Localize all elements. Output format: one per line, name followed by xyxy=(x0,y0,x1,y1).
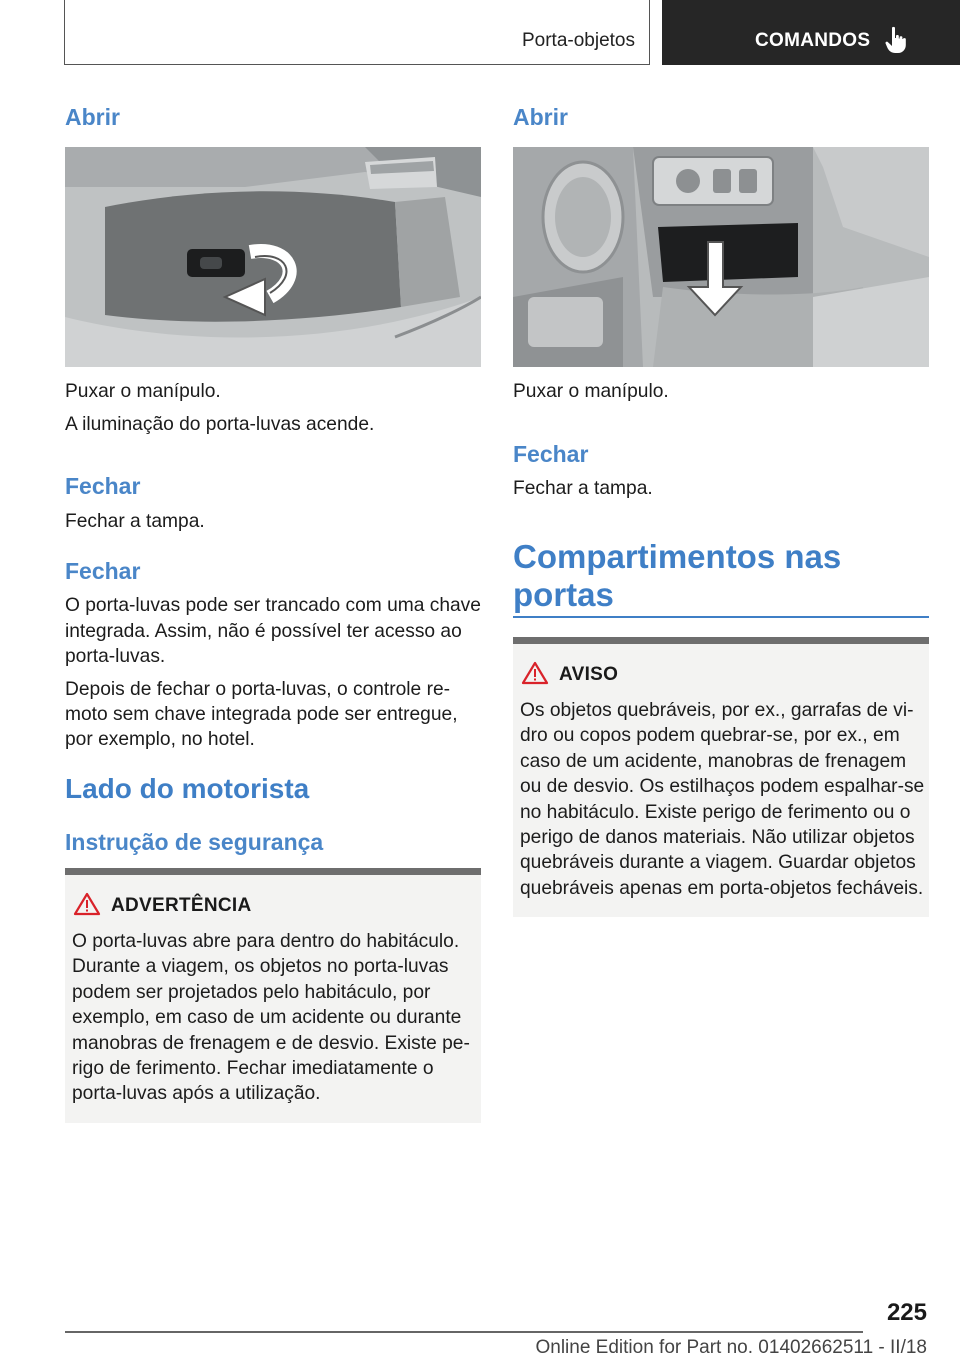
notice-line: quebráveis durante a viagem. Guardar objetos xyxy=(520,852,916,874)
warning-line: manobras de frenagem e de desvio. Existe pe- xyxy=(72,1032,470,1054)
driver-side-heading: Lado do motorista xyxy=(65,773,310,804)
safety-instruction-heading: Instrução de segurança xyxy=(65,829,324,855)
left-fechar2-line-6: por exemplo, no hotel. xyxy=(65,729,255,750)
warning-line: O porta-luvas abre para dentro do habitáculo. xyxy=(72,931,460,952)
warning-line: rigo de ferimento. Fechar imediatamente o xyxy=(72,1058,434,1080)
left-fechar-heading-2: Fechar xyxy=(65,558,141,584)
left-fechar2-line-3: porta-luvas. xyxy=(65,646,166,667)
notice-line: perigo de danos materiais. Não utilizar objetos xyxy=(520,827,915,849)
pointing-hand-icon xyxy=(885,26,907,59)
notice-line: quebráveis apenas em porta-objetos fecháveis. xyxy=(520,877,924,899)
notice-line: no habitáculo. Existe perigo de ferimento ou o xyxy=(520,801,911,823)
header-chapter-title: COMANDOS xyxy=(755,30,871,51)
heading-rule xyxy=(513,616,929,618)
header-section-title: Porta-objetos xyxy=(521,30,635,51)
right-abrir-text: Puxar o manípulo. xyxy=(513,381,669,402)
glovebox-open-illustration xyxy=(65,147,481,367)
page-number: 225 xyxy=(886,1299,927,1326)
left-abrir-text-2: A iluminação do porta-luvas acende. xyxy=(65,414,375,435)
notice-line: caso de um acidente, manobras de frenagem xyxy=(520,750,907,772)
left-fechar2-line-1: O porta-luvas pode ser trancado com uma chave xyxy=(65,595,481,616)
notice-box xyxy=(513,637,929,917)
warning-line: exemplo, em caso de um acidente ou durante xyxy=(72,1007,462,1029)
warning-line: podem ser projetados pelo habitáculo, por xyxy=(72,981,431,1003)
left-abrir-heading: Abrir xyxy=(65,104,120,130)
warning-title: ADVERTÊNCIA xyxy=(111,895,252,916)
warning-line: porta-luvas após a utilização. xyxy=(72,1083,321,1105)
warning-triangle-icon xyxy=(73,892,101,921)
header-chapter-tab xyxy=(662,0,960,65)
notice-line: dro ou copos podem quebrar-se, por ex., em xyxy=(520,725,900,747)
driver-compartment-illustration xyxy=(513,147,929,367)
warning-box xyxy=(65,868,481,1123)
warning-body xyxy=(72,929,470,1107)
footer-rule xyxy=(65,1331,863,1333)
notice-line: Os objetos quebráveis, por ex., garrafas de vi- xyxy=(520,700,914,721)
door-compartments-heading-line-2: portas xyxy=(513,576,614,613)
footer-edition: Online Edition for Part no. 01402662511 - II/18 xyxy=(535,1337,927,1358)
right-fechar-heading: Fechar xyxy=(513,441,589,467)
warning-triangle-icon xyxy=(521,661,549,690)
header-section-box xyxy=(64,0,650,65)
right-abrir-heading: Abrir xyxy=(513,104,568,130)
left-abrir-text-1: Puxar o manípulo. xyxy=(65,381,221,402)
left-fechar2-line-5: moto sem chave integrada pode ser entregue, xyxy=(65,704,458,725)
notice-line: ou de desvio. Os estilhaços podem espalhar-se xyxy=(520,776,925,798)
door-compartments-heading-line-1: Compartimentos nas xyxy=(513,538,842,575)
left-fechar2-line-2: integrada. Assim, não é possível ter acesso ao xyxy=(65,621,462,642)
left-fechar2-line-4: Depois de fechar o porta-luvas, o controle re- xyxy=(65,679,451,700)
left-fechar-text-1: Fechar a tampa. xyxy=(65,511,205,532)
notice-body xyxy=(520,698,924,901)
left-fechar-heading-1: Fechar xyxy=(65,473,141,499)
warning-line: Durante a viagem, os objetos no porta-luvas xyxy=(72,956,449,978)
notice-title: AVISO xyxy=(559,664,619,685)
right-fechar-text: Fechar a tampa. xyxy=(513,478,653,499)
